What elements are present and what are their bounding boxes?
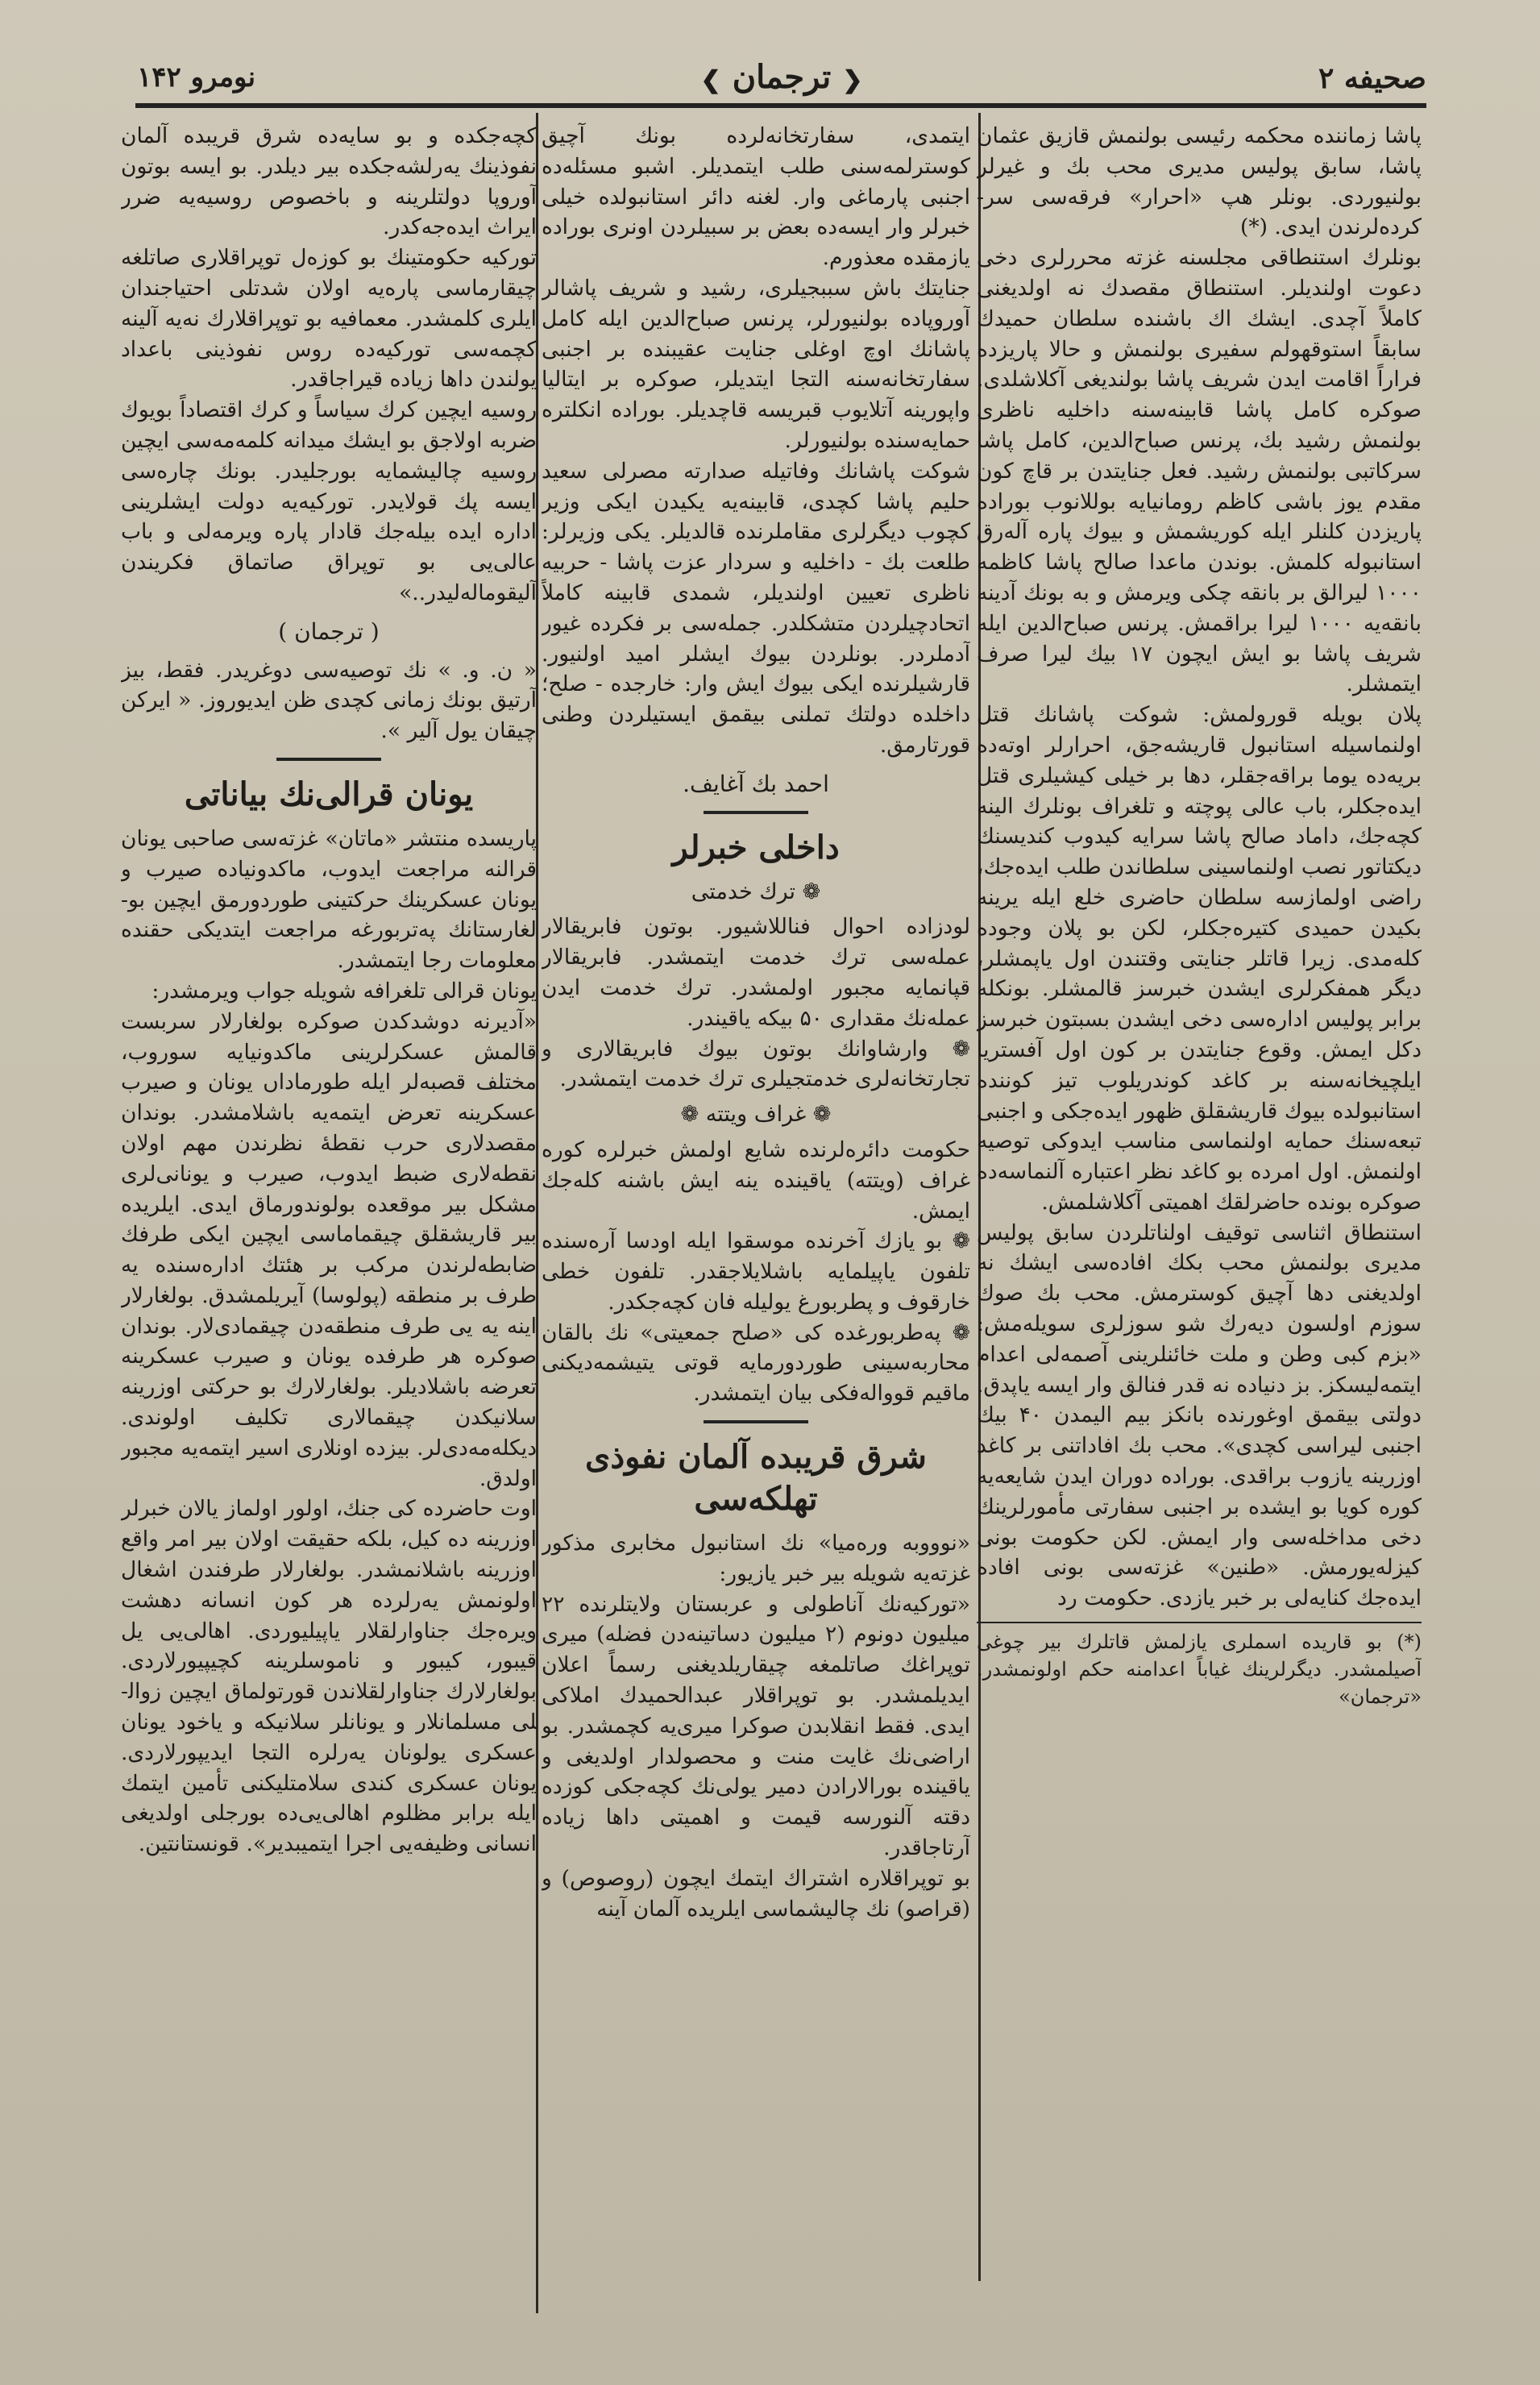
paragraph: پاریسده منتشر «ماتان» غزته‌سی صاحبی یونان قرالنه مراجعت ایدوب، ماکدونیاده صیرب و یونان عسکرینك حرکتینی طوردورمق ایچین بولغارستانك پەتربورغه مراجعت ایتدیکی حقنده معلومات رجا ایتمشدر. bbox=[121, 825, 537, 974]
section-title: داخلی خبرلر bbox=[672, 828, 840, 866]
header-rule bbox=[135, 103, 1426, 108]
section-rule bbox=[276, 758, 381, 761]
masthead bbox=[137, 50, 1426, 108]
ornament-icon: ❯ bbox=[700, 66, 721, 94]
paragraph: یونان قرالی تلغرافه شویله جواب ویرمشدر: bbox=[152, 978, 537, 1003]
article-signature: ( ترجمان ) bbox=[278, 617, 380, 645]
left-column bbox=[121, 121, 537, 2346]
paragraph: روسیه ایچین کرك سیاساً و کرك اقتصاداً بویوك ضربه اولاجق بو ایشك میدانه کلمه‌مه‌سی ایچین روسیه چالیشمایه بورجلیدر. بونك چاره‌سی ایسه پك قولایدر. تورکیه‌یه دولت ایشلرینی اداره ایده بیلەجك قادار پاره ویرمه‌لی و باب عالی‌یی بو توپراق صاتماق فکریندن آلیقوماله‌لیدر..» bbox=[121, 397, 537, 605]
editor-note: « ن. و. » نك توصیەسی دوغریدر. فقط، بیز آرتیق بونك زمانی کچدی ظن ایدیوروز. « ایرکن چیقان یول آلیر ». bbox=[121, 657, 537, 744]
footnote-rule bbox=[977, 1622, 1422, 1623]
paragraph: جنایتك باش سببجیلری، رشید و شریف پاشالر آوروپاده بولنیورلر، پرنس صباح‌الدین ایله کامل پاشانك اوچ اوغلی جنایت عقیبنده بر اجنبی سفارتخانه‌سنه التجا ایتدیلر، صوکره بر ایتالیا واپورینه آتلایوب قبریسه قاچدیلر. بورادە انکلتره حمایه‌سنده بولنیورلر. bbox=[542, 275, 970, 453]
news-item: ❁ بو یازك آخرنده موسقوا ایله اودسا آره‌سنده تلفون یاپیلمایه باشلایلاجقدر. تلفون خطی خارقوف و پطربورغ یولیله‌ فان کچەجکدر. bbox=[542, 1228, 970, 1315]
paper-title: ترجمان bbox=[732, 58, 832, 96]
news-item: حکومت دائره‌لرنده شایع اولمش خبرلره کوره غراف (ویتته) یاقینده ینه ایش باشنه کله‌جك ایمش. bbox=[542, 1136, 970, 1224]
paragraph: بونلرك استنطاقی مجلسنه غزته محررلری دخی دعوت اولندیلر. استنطاق مقصدك نه اولدیغنی کاملاً آچدی. ایشك اك باشنده سلطان حمیدك سابقاً استوقهولم سفیری بولنمش و حالا پاریزده فراراً اقامت ایدن شریف پاشا بولندیغی آکلاشلدی. صوکره کامل پاشا قابینه‌سنه داخلیه ناظری بولنمش رشید بك، پرنس صباح‌الدین، کامل پاشا سرکاتبی بولنمش رشید. فعل جنایتدن بر قاچ کون مقدم یوز باشی کاظم رومانیایه بوللانوب بورادە پاریزدن کلنلر ایله کوریشمش و بیوك پاره آلەرق استانبوله کلمش. بوندن ماعدا صالح پاشا کاظمه ۱۰۰۰ لیرالق بر بانقه چکی ویرمش و به بونك آدینه بانقه‌یه ۱۰۰۰ لیرا براقمش. پرنس صباح‌الدین ایله شریف پاشا بو ایش ایچون ۱۷ بیك لیرا صرف ایتمشلر. bbox=[977, 245, 1422, 697]
right-column bbox=[977, 121, 1422, 2313]
news-item: ❁ وارشاوانك بوتون بیوك فابریقالاری و تجارتخانه‌لری خدمتجیلری ترك خدمت ایتمشدر. bbox=[542, 1036, 970, 1092]
issue-number: نومرو ۱۴۲ bbox=[137, 61, 256, 93]
paragraph: «نوووبه وره‌میا» نك استانبول مخابری مذکور غزته‌یه شویله بیر خبر یازیور: bbox=[542, 1531, 970, 1586]
news-subtitle: ❁ ترك خدمتی bbox=[691, 879, 821, 904]
section-rule bbox=[704, 811, 808, 814]
paragraph: کچەجکده و بو سایەدە شرق قریبده آلمان نفوذینك یەرلشەجکده بیر دیلدر. بو ایسه بوتون آوروپا دولتلرینه و باخصوص روسیه‌یه ضرر ایراث ایده‌جەکدر. bbox=[121, 123, 537, 240]
news-item: ❁ په‌طربورغده کی «صلح جمعیتی» نك بالقان محاربه‌سینی طوردورمایه قوتی یتیشمەدیکنی ماقیم قوواله‌فکی بیان ایتمشدر. bbox=[542, 1319, 970, 1406]
paragraph: استنطاق اثناسی توقیف اولناتلردن سابق پولیس مدیری بولنمش محب بکك افادەسی ایشك نه اولدیغنی دها آچیق کوسترمش. محب بك صوك سوزم اولسون دیه‌رك شو سوزلری سویلەمش: «بزم کبی وطن و ملت خائنلرینی آصمەلی اعدام ایتمەلیسکز. بز دنیاده نه قدر فنالق وار ایسه یاپدق. دولتی بیقمق اوغورنده بانکز بیم الیمدن ۴۰ بیك اجنبی لیراسی کچدی». محب بك افاداتنی بر کاغد اوزرینه یازوب براقدی. بورادە دوران ایدن شایعەیه کوره کویا بو ایشده بر اجنبی سفارتی مأمورلرینك دخی مداخله‌سی وار ایمش. لکن حکومت بونی کیزلەیورمش. «طنین» غزته‌سی بونی افاده ایدەجك کنایه‌لی بر خبر یازدی. حکومت رد bbox=[977, 1220, 1422, 1611]
paragraph: «آدیرنه دوشدکدن صوکره بولغارلار سربست قالمش عسکرلرینی ماکدونیایه سوروب، مختلف قصبەلر ایله طورماداں یونان و صیرب عسکرینه تعرض ایتمەیه باشلامشدر. بوندان مقصدلاری حرب نقطۀ نظرندن مهم اولان نقطه‌لاری ضبط ایدوب، صیرب و یونانی‌لری مشکل بیر موقعده بولوندورماق ایدی. ایلریده بیر قاریشقلق چیقماماسی ایچین ایکی طرفك ضابطه‌لرندن مرکب بر هئتك اداره‌سنده یه طرف بر منطقه (پولوسا) آیریلمشدق. بولغارلار اینه یه یی طرف منطقەدن چیقمادی‌لار. بوندان صوکره هر طرفده یونان و صیرب عسکرینه تعرضه باشلادیلر. بولغارلارك بو حرکتی اوزرینه سلانیکدن چیقمالاری تکلیف اولوندی. دیکلەمەدی‌لر. بیزده اونلاری اسیر ایتمەیه مجبور اولدق. bbox=[121, 1008, 537, 1491]
paragraph: «تورکیه‌نك آناطولی و عربستان ولایتلرنده ۲۲ میلیون دونوم (۲ میلیون دساتینه‌دن فضله) میری توپراغك صاتلمغه چیقاریلدیغنی رسماً اعلان ایدیلمشدر. بو توپراقلار عبدالحمیدك املاکی ایدی. فقط انقلابدن صوکرا میری‌یه کچمشدر. بو اراضی‌نك غایت منت و محصولدار اولدیغی و یاقینده بورالارادن دمیر یولی‌نك کچەجکی کوزده دقته آلنورسه قیمت و اهمیتی داها زیاده آرتاجاقدر. bbox=[542, 1591, 970, 1861]
paragraph: بو توپراقلاره اشتراك ایتمك ایچون (روصوص) و (قراصو) نك چالیشماسی ایلریده آلمان آینه bbox=[542, 1865, 970, 1922]
section-title: یونان قرالی‌نك بیاناتی bbox=[184, 775, 474, 813]
paragraph: اوت حاضرده کی جنك، اولور اولماز یالان خبرلر اوزرینه ده کیل، بلکه حقیقت اولان بیر امر واقع اوزرینه باشلانمشدر. بولغارلار طرفندن اشغال اولونمش یەرلرده هر کون انسانه دهشت ویرەجك جناوارلقلار یاپیلیوردی. اهالی‌یی یل قیبور، کیبور و ناموسلرینه کچیپیورلاردی. بولغارلارك جناوارلقلاندن قورتولماق ایچین زواللی مسلمانلار و یونانلر سلانیکه و یاخود یونان عسکری یولونان یەرلره التجا ایدیپورلاردی. یونان عسکری کندی سلامتلیکنی تأمین ایتمك ایله برابر مظلوم اهالی‌یی‌ده بورجلی اولدیغی انسانی وظیفه‌یی اجرا ایتمیبدیر». قونستانتین. bbox=[121, 1496, 537, 1857]
footnote: (*) بو قاریده اسملری یازلمش قاتلرك بیر چوغی آصیلمشدر. دیگرلرینك غیاباً اعدامنه حکم اولونمشدر. «ترجمان» bbox=[977, 1631, 1422, 1709]
paragraph: ایتمدی، سفارتخانه‌لرده بونك آچیق کوسترلمەسنی طلب ایتمدیلر. اشبو مسئلەدە اجنبی پارماغی وار. لغنه دائر استانبولده خیلی خبرلر وار ایسەده بعض بر سبیلردن اونری بورادە یازمقده معذورم. bbox=[542, 123, 970, 271]
paragraph: پلان بویله قورولمش: شوکت پاشانك قتل اولنماسیله استانبول قاریشەجق، احرارلر اوتەدە بریەدە یوما براقەجقلر، دها بر خیلی کیشیلری قتل ایدەجکلر، باب عالی پوچته و تلغراف بونلرك الینه کچەجك، داماد صالح پاشا سرایه کیدوب کندیسنك دیکتاتور نصب اولنماسینی سلطاندن طلب ایدەجك، راضی اولمازسه سلطان حاضری خلع ایله یرینه بکیدن حمیدی کتیرەجکلر، لکن بو پلان وجوده کلەمدی. زیرا قاتلر جنایتی وقتندن اول یاپمشلر، دیگر همفکرلری ایشدن خبرسز قالمشلر. بونکله برابر پولیس ادارەسی دخی ایشدن بسبتون خبرسز دکل ایمش. وقوع جنایتدن بر کون اول آفستریا ایلچیخانه‌سنه بر کاغد کوندریلوب تیز کوننده استانبولده بیوك قاریشقلق ظهور ایدەجکی و اجنبی تبعه‌سنك حمایه اولنماسی مناسب ایدوکی توصیه اولنمش. اول امردە بو کاغد نظر اعتباره آلنماسەدە صوکره بوندە حاضرلقك اهمیتی آکلاشلمش. bbox=[977, 702, 1422, 1215]
article-signature: احمد بك آغایف. bbox=[683, 770, 829, 797]
paragraph: پاشا زماننده محکمه رئیسی بولنمش قازیق عثمان پاشا، سابق پولیس مدیری محب بك و غیرلر بولنیوردی. بونلر هپ «احرار» فرقه‌سی سرکردەلرندن ایدی. (*) bbox=[977, 123, 1422, 240]
paragraph: تورکیه حکومتینك بو کوزەل توپراقلاری صاتلغه چیقارماسی پارەیه اولان شدتلی احتیاجندان ایلری کلمشدر. معمافیه بو توپراقلارك نه‌یه آلینه کچمه‌سی تورکیەدە روس نفوذینی باعداد یولندن داها زیاده قیراجاقدر. bbox=[121, 245, 537, 393]
paper-title-block bbox=[690, 58, 874, 96]
news-item: لودزاده احوال فناللاشیور. بوتون فابریقالار عمله‌سی ترك خدمت ایتمشدر. فابریقالار قپانمایه مجبور اولمشدر. ترك خدمت ایدن عمله‌نك مقداری ۵۰ بیکه یاقیندر. bbox=[542, 914, 970, 1031]
middle-column bbox=[542, 121, 970, 2329]
section-rule bbox=[704, 1420, 808, 1423]
news-subtitle: ❁ غراف ویتته ❁ bbox=[680, 1102, 832, 1128]
page-number: صحیفه ۲ bbox=[1318, 61, 1426, 95]
ornament-icon: ❮ bbox=[842, 66, 863, 94]
section-title-2: شرق قریبده آلمان نفوذی تهلکەسی bbox=[585, 1438, 927, 1519]
paragraph: شوکت پاشانك وفاتیله صدارته مصرلی سعید حلیم پاشا کچدی، قابینه‌یه یکیدن ایکی وزیر کچوب دیگرلری مقاملرنده قالدیلر. یکی وزیرلر: طلعت بك - داخلیه و سردار عزت پاشا - حربیه ناظری تعیین اولندیلر، شمدی قابینه کاملاً اتحادچیلردن متشکلدر. جمله‌سی بر فکرده غیور آدملردر. بونلردن بیوك ایشلر امید اولنیور. قارشیلرنده ایکی بیوك ایش وار: خارجده - صلح؛ داخلده دولتك تملنی بیقمق ایستیلردن وطنی قورتارمق. bbox=[542, 458, 970, 758]
